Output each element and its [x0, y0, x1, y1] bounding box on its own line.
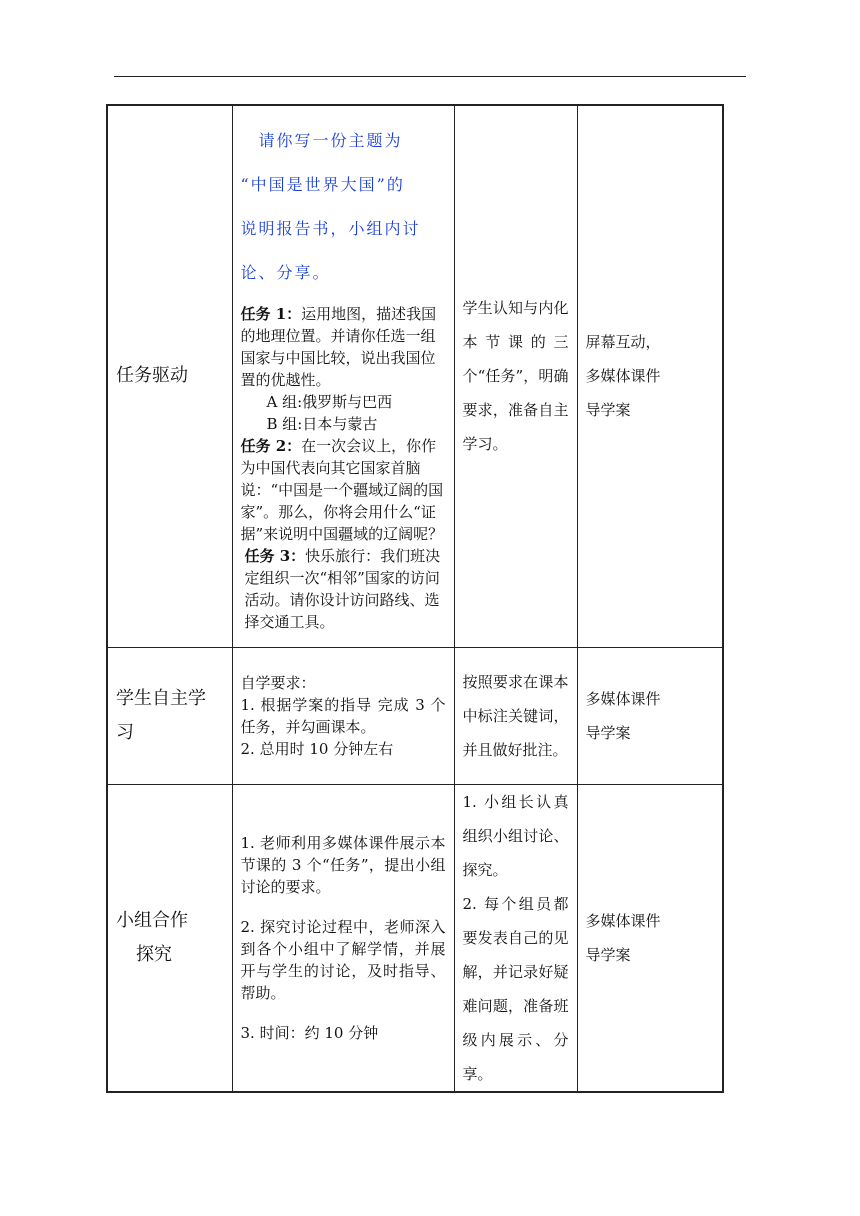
requirement-line: 1. 根据学案的指导 完成 3 个任务，并勾画课本。	[240, 695, 446, 736]
lesson-plan-table	[106, 104, 724, 1093]
student-activity: 按照要求在课本中标注关键词，并且做好批注。	[462, 672, 569, 759]
student-cell	[454, 647, 577, 784]
task-3-label: 任务 3：	[244, 547, 306, 566]
content-cell	[232, 105, 454, 647]
teacher-step: 1. 老师利用多媒体课件展示本节课的 3 个“任务”，提出小组讨论的要求。	[240, 833, 446, 896]
resource-item: 多媒体课件	[585, 367, 661, 386]
task-1-label: 任务 1：	[240, 305, 302, 324]
table-row-group-inquiry	[107, 784, 723, 1092]
resource-cell	[577, 647, 723, 784]
teacher-step: 2. 探究讨论过程中，老师深入到各个小组中了解学情，并展开与学生的讨论，及时指导、帮助。	[240, 917, 446, 1002]
table-row-task-driven	[107, 105, 723, 647]
table-row-self-study	[107, 647, 723, 784]
task-list	[241, 303, 446, 633]
resource-item: 导学案	[585, 401, 631, 420]
self-study-requirements	[241, 672, 446, 760]
stage-cell	[107, 784, 232, 1092]
resource-cell	[577, 105, 723, 647]
group-a: A 组:俄罗斯与巴西	[266, 393, 393, 412]
teacher-step: 3. 时间：约 10 分钟	[240, 1023, 379, 1042]
intro-line: 论、分享。	[240, 263, 331, 283]
resource-item: 导学案	[585, 945, 631, 964]
student-cell	[454, 105, 577, 647]
task-2-text: 在一次会议上，你作为中国代表向其它国家首脑说：“中国是一个疆域辽阔的国家”。那么，你将会用什么“证据”来说明中国疆域的辽阔呢？	[240, 437, 444, 544]
resource-item: 多媒体课件	[585, 689, 661, 708]
group-b: B 组:日本与蒙古	[266, 415, 378, 434]
intro-line: “中国是世界大国”的	[240, 175, 405, 195]
stage-label: 学生自主学习	[116, 687, 206, 743]
stage-cell	[107, 105, 232, 647]
resource-item: 屏幕互动，	[585, 333, 661, 352]
student-activity	[463, 785, 569, 1091]
task-1	[241, 303, 446, 391]
resource-list	[586, 682, 715, 750]
task-2-label: 任务 2：	[240, 437, 302, 456]
header-rule	[114, 76, 746, 77]
content-cell	[232, 647, 454, 784]
task-intro	[241, 119, 446, 295]
resource-list	[586, 325, 715, 427]
student-step: 2. 每个组员都要发表自己的见解，并记录好疑难问题，准备班级内展示、分享。	[462, 894, 569, 1083]
requirement-line: 2. 总用时 10 分钟左右	[240, 739, 394, 758]
task-3	[241, 545, 446, 633]
stage-label-line: 探究	[136, 943, 172, 965]
student-step: 1. 小组长认真组织小组讨论、探究。	[462, 792, 569, 879]
student-activity: 学生认知与内化本节课的三个“任务”，明确要求，准备自主学习。	[462, 299, 569, 454]
task-1-text: 运用地图，描述我国的地理位置。并请你任选一组国家与中国比较，说出我国位置的优越性。	[240, 305, 437, 390]
stage-cell	[107, 647, 232, 784]
resource-item: 导学案	[585, 723, 631, 742]
intro-line: 请你写一份主题为	[258, 131, 403, 151]
resource-item: 多媒体课件	[585, 911, 661, 930]
resource-list	[586, 904, 715, 972]
stage-label: 任务驱动	[116, 365, 188, 387]
requirement-line: 自学要求：	[240, 673, 316, 692]
stage-label-line: 小组合作	[116, 909, 188, 931]
intro-line: 说明报告书，小组内讨	[240, 219, 421, 239]
student-cell	[454, 784, 577, 1092]
stage-label	[116, 904, 224, 972]
resource-cell	[577, 784, 723, 1092]
content-cell	[232, 784, 454, 1092]
task-2	[241, 435, 446, 545]
teacher-activity	[241, 832, 446, 1044]
task-3-text: 快乐旅行：我们班决定组织一次“相邻”国家的访问活动。请你设计访问路线、选择交通工具。	[244, 547, 441, 632]
